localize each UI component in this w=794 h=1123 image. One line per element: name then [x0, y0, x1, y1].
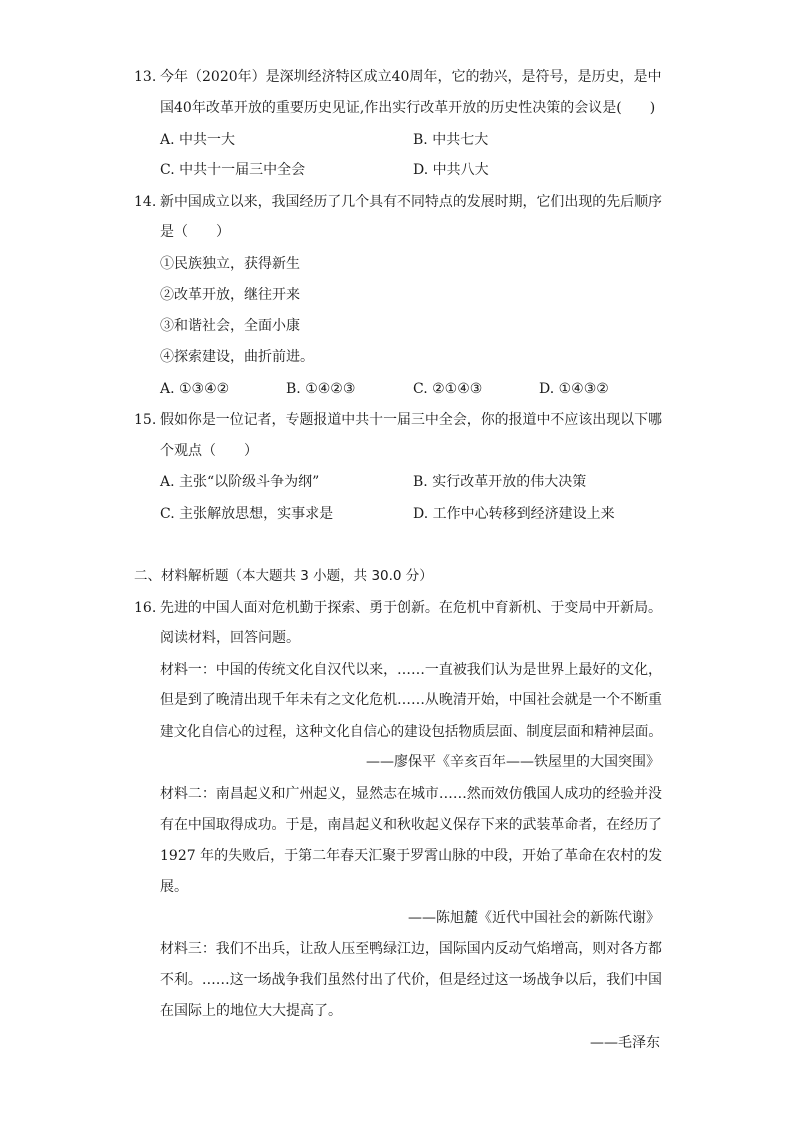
q13-option-a: A. 中共一大 — [160, 132, 236, 148]
material-3-source: ——毛泽东 — [590, 1035, 660, 1051]
material-2-source: ——陈旭麓《近代中国社会的新陈代谢》 — [408, 910, 660, 926]
material-2-line-3: 1927 年的失败后，于第二年春天汇聚于罗霄山脉的中段，开始了革命在农村的发 — [160, 848, 663, 864]
material-3-line-3: 在国际上的地位大大提高了。 — [160, 1003, 342, 1019]
question-number-16: 16. — [134, 600, 157, 616]
section-heading: 二、材料解析题（本大题共 3 小题，共 30.0 分） — [134, 568, 433, 584]
q15-stem-line-1: 假如你是一位记者，专题报道中共十一届三中全会，你的报道中不应该出现以下哪 — [160, 412, 662, 428]
q13-stem-line-2: 国40年改革开放的重要历史见证,作出实行改革开放的历史性决策的会议是( ) — [160, 100, 656, 116]
material-1-line-2: 但是到了晚清出现千年未有之文化危机……从晚清开始，中国社会就是一个不断重 — [160, 692, 662, 708]
q15-option-c: C. 主张解放思想，实事求是 — [160, 506, 334, 522]
q14-option-a: A. ①③④② — [160, 381, 230, 397]
material-1-source: ——廖保平《辛亥百年——铁屋里的大国突围》 — [366, 754, 660, 770]
q14-item-2: ②改革开放，继往开来 — [160, 287, 300, 303]
material-3-line-2: 不利。……这一场战争我们虽然付出了代价，但是经过这一场战争以后，我们中国 — [160, 972, 662, 988]
q14-stem-line-2: 是（ ） — [160, 224, 230, 240]
material-2-line-4: 展。 — [160, 879, 188, 895]
material-1-line-1: 材料一：中国的传统文化自汉代以来，……一直被我们认为是世界上最好的文化， — [160, 662, 662, 678]
material-2-line-2: 有在中国取得成功。于是，南昌起义和秋收起义保存下来的武装革命者，在经历了 — [160, 817, 662, 833]
question-number-14: 14. — [134, 194, 157, 210]
q14-item-3: ③和谐社会，全面小康 — [160, 318, 300, 334]
q14-option-b: B. ①④②③ — [286, 381, 356, 397]
q16-intro-line-2: 阅读材料，回答问题。 — [160, 630, 300, 646]
q14-item-4: ④探索建设，曲折前进。 — [160, 349, 314, 365]
q14-stem-line-1: 新中国成立以来，我国经历了几个具有不同特点的发展时期，它们出现的先后顺序 — [160, 194, 662, 210]
material-3-line-1: 材料三：我们不出兵，让敌人压至鸭绿江边，国际国内反动气焰增高，则对各方都 — [160, 941, 662, 957]
q14-item-1: ①民族独立，获得新生 — [160, 256, 300, 272]
q13-stem-line-1: 今年（2020年）是深圳经济特区成立40周年，它的勃兴，是符号，是历史，是中 — [160, 69, 662, 85]
material-2-line-1: 材料二：南昌起义和广州起义，显然志在城市……然而效仿俄国人成功的经验并没 — [160, 786, 662, 802]
q15-option-b: B. 实行改革开放的伟大决策 — [413, 474, 587, 490]
q15-option-a: A. 主张“以阶级斗争为纲” — [160, 474, 320, 490]
q16-intro-line-1: 先进的中国人面对危机勤于探索、勇于创新。在危机中育新机、于变局中开新局。 — [160, 600, 662, 616]
question-number-15: 15. — [134, 412, 157, 428]
q13-option-b: B. 中共七大 — [413, 132, 489, 148]
question-number-13: 13. — [134, 69, 157, 85]
q13-option-c: C. 中共十一届三中全会 — [160, 162, 306, 178]
q15-option-d: D. 工作中心转移到经济建设上来 — [413, 506, 615, 522]
material-1-line-3: 建文化自信心的过程，这种文化自信心的建设包括物质层面、制度层面和精神层面。 — [160, 724, 662, 740]
q14-option-d: D. ①④③② — [539, 381, 609, 397]
q15-stem-line-2: 个观点（ ） — [160, 443, 258, 459]
q13-option-d: D. 中共八大 — [413, 162, 489, 178]
q14-option-c: C. ②①④③ — [413, 381, 483, 397]
